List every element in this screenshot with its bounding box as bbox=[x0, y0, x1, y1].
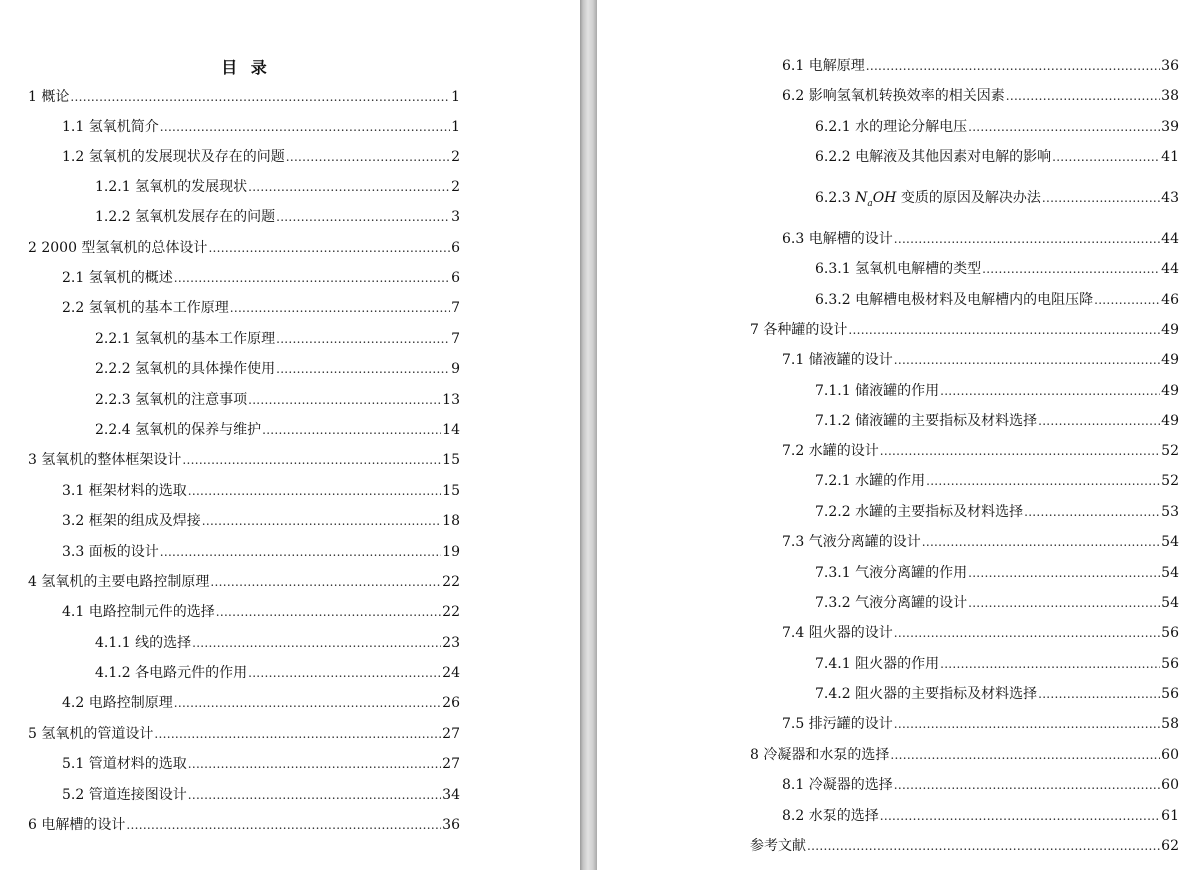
toc-entry-page: 56 bbox=[1161, 625, 1179, 641]
toc-leader-dots bbox=[1038, 411, 1160, 431]
toc-entry-label: 6.2.1 水的理论分解电压 bbox=[815, 119, 968, 135]
toc-entry-label bbox=[815, 188, 1041, 214]
toc-entry[interactable] bbox=[62, 602, 460, 622]
toc-entry-label: 4.1 电路控制元件的选择 bbox=[62, 604, 215, 620]
toc-entry-label: 2.2.1 氢氧机的基本工作原理 bbox=[95, 331, 276, 347]
toc-entry-label: 3.1 框架材料的选取 bbox=[62, 483, 187, 499]
page-gutter bbox=[580, 0, 597, 870]
toc-leader-dots bbox=[160, 117, 450, 137]
toc-entry-label: 7.3 气液分离罐的设计 bbox=[782, 534, 921, 550]
toc-entry-label: 2.2.2 氢氧机的具体操作使用 bbox=[95, 361, 276, 377]
toc-entry-label: 4 氢氧机的主要电路控制原理 bbox=[28, 574, 210, 590]
toc-leader-dots bbox=[894, 623, 1160, 643]
toc-entry-page: 2 bbox=[451, 149, 460, 165]
toc-entry-label: 7.2.2 水罐的主要指标及材料选择 bbox=[815, 504, 1024, 520]
toc-entry[interactable] bbox=[62, 298, 460, 318]
toc-entry[interactable] bbox=[782, 714, 1179, 734]
toc-entry-label: 6.3.2 电解槽电极材料及电解槽内的电阻压降 bbox=[815, 292, 1094, 308]
toc-leader-dots bbox=[968, 563, 1160, 583]
toc-leader-dots bbox=[160, 542, 441, 562]
toc-leader-dots bbox=[1024, 502, 1160, 522]
toc-leader-dots bbox=[276, 207, 450, 227]
formula-n: N bbox=[855, 190, 868, 206]
toc-entry[interactable] bbox=[62, 785, 460, 805]
toc-entry-label: 1.1 氢氧机简介 bbox=[62, 119, 159, 135]
toc-entry-page: 39 bbox=[1161, 119, 1179, 135]
toc-entry-page: 3 bbox=[451, 209, 460, 225]
toc-leader-dots bbox=[210, 572, 441, 592]
toc-entry-label: 8 冷凝器和水泵的选择 bbox=[750, 747, 890, 763]
toc-entry-page: 22 bbox=[442, 604, 460, 620]
toc-entry-label: 1.2.1 氢氧机的发展现状 bbox=[95, 179, 248, 195]
toc-leader-dots bbox=[174, 268, 450, 288]
toc-entry[interactable] bbox=[815, 411, 1179, 431]
toc-leader-dots bbox=[70, 87, 450, 107]
toc-entry[interactable] bbox=[28, 238, 460, 258]
toc-entry[interactable] bbox=[815, 381, 1179, 401]
toc-leader-dots bbox=[1094, 290, 1160, 310]
toc-entry-label: 2 2000 型氢氧机的总体设计 bbox=[28, 240, 208, 256]
toc-entry[interactable] bbox=[95, 177, 460, 197]
toc-entry[interactable] bbox=[62, 147, 460, 167]
toc-leader-dots bbox=[940, 654, 1160, 674]
toc-entry-page: 15 bbox=[442, 452, 460, 468]
toc-leader-dots bbox=[880, 441, 1160, 461]
toc-entry[interactable] bbox=[782, 229, 1179, 249]
toc-entry-page: 56 bbox=[1161, 656, 1179, 672]
toc-leader-dots bbox=[894, 229, 1160, 249]
toc-entry-label: 7.1 储液罐的设计 bbox=[782, 352, 893, 368]
toc-entry-label: 6.3 电解槽的设计 bbox=[782, 231, 893, 247]
toc-entry-page: 6 bbox=[451, 270, 460, 286]
toc-entry-label: 1.2.2 氢氧机发展存在的问题 bbox=[95, 209, 276, 225]
toc-entry-page: 49 bbox=[1161, 383, 1179, 399]
toc-entry[interactable] bbox=[750, 745, 1179, 765]
toc-leader-dots bbox=[276, 359, 450, 379]
toc-entry-page: 36 bbox=[442, 817, 460, 833]
toc-entry[interactable] bbox=[95, 663, 460, 683]
toc-entry-page: 7 bbox=[451, 300, 460, 316]
toc-entry-label: 7.1.2 储液罐的主要指标及材料选择 bbox=[815, 413, 1038, 429]
toc-entry[interactable] bbox=[782, 623, 1179, 643]
toc-entry-page: 54 bbox=[1161, 595, 1179, 611]
toc-leader-dots bbox=[940, 381, 1160, 401]
toc-entry-label: 7.2 水罐的设计 bbox=[782, 443, 879, 459]
toc-entry-label: 7.2.1 水罐的作用 bbox=[815, 473, 926, 489]
toc-entry-page: 2 bbox=[451, 179, 460, 195]
toc-entry[interactable] bbox=[62, 268, 460, 288]
toc-page-left bbox=[0, 0, 580, 870]
toc-leader-dots bbox=[982, 259, 1160, 279]
toc-entry-page: 24 bbox=[442, 665, 460, 681]
toc-leader-dots bbox=[174, 693, 441, 713]
toc-entry-label: 5.2 管道连接图设计 bbox=[62, 787, 187, 803]
toc-entry[interactable] bbox=[95, 420, 460, 440]
toc-entry[interactable] bbox=[815, 290, 1179, 310]
toc-leader-dots bbox=[894, 350, 1160, 370]
toc-entry-label: 8.1 冷凝器的选择 bbox=[782, 777, 893, 793]
toc-entry-page: 46 bbox=[1161, 292, 1179, 308]
toc-entry-label: 6 电解槽的设计 bbox=[28, 817, 126, 833]
toc-leader-dots bbox=[262, 420, 441, 440]
toc-entry-page: 61 bbox=[1161, 808, 1179, 824]
toc-entry-label: 2.1 氢氧机的概述 bbox=[62, 270, 173, 286]
toc-entry-page: 23 bbox=[442, 635, 460, 651]
toc-entry[interactable] bbox=[815, 654, 1179, 674]
toc-entry-page: 6 bbox=[451, 240, 460, 256]
toc-leader-dots bbox=[1042, 188, 1160, 208]
toc-entry-page: 49 bbox=[1161, 322, 1179, 338]
toc-entry-page: 34 bbox=[442, 787, 460, 803]
toc-entry[interactable] bbox=[95, 207, 460, 227]
toc-entry-label: 2.2.3 氢氧机的注意事项 bbox=[95, 392, 248, 408]
toc-entry-page: 18 bbox=[442, 513, 460, 529]
toc-entry[interactable] bbox=[62, 481, 460, 501]
toc-leader-dots bbox=[894, 714, 1160, 734]
toc-entry[interactable] bbox=[782, 532, 1179, 552]
toc-entry-page: 27 bbox=[442, 726, 460, 742]
toc-entry-page: 13 bbox=[442, 392, 460, 408]
toc-entry-page: 44 bbox=[1161, 261, 1179, 277]
toc-leader-dots bbox=[230, 298, 450, 318]
toc-entry-page: 15 bbox=[442, 483, 460, 499]
toc-entry-page: 58 bbox=[1161, 716, 1179, 732]
toc-leader-dots bbox=[922, 532, 1160, 552]
toc-entry-label: 1 概论 bbox=[28, 89, 70, 105]
toc-leader-dots bbox=[188, 481, 441, 501]
toc-entry-label: 7.4.2 阻火器的主要指标及材料选择 bbox=[815, 686, 1038, 702]
toc-entry-page: 60 bbox=[1161, 747, 1179, 763]
toc-entry[interactable] bbox=[815, 471, 1179, 491]
toc-entry[interactable] bbox=[815, 147, 1179, 167]
toc-leader-dots bbox=[1006, 86, 1160, 106]
toc-entry[interactable] bbox=[62, 511, 460, 531]
toc-entry[interactable] bbox=[782, 86, 1179, 106]
toc-entry-page: 52 bbox=[1161, 473, 1179, 489]
toc-leader-dots bbox=[926, 471, 1160, 491]
toc-leader-dots bbox=[188, 754, 441, 774]
toc-leader-dots bbox=[202, 511, 441, 531]
toc-entry[interactable] bbox=[782, 350, 1179, 370]
toc-leader-dots bbox=[1052, 147, 1160, 167]
toc-leader-dots bbox=[1038, 684, 1160, 704]
toc-entry[interactable] bbox=[750, 836, 1179, 856]
toc-entry-label: 7.4.1 阻火器的作用 bbox=[815, 656, 940, 672]
toc-entry-page: 56 bbox=[1161, 686, 1179, 702]
toc-entry[interactable] bbox=[62, 693, 460, 713]
toc-leader-dots bbox=[968, 593, 1160, 613]
toc-entry-page: 44 bbox=[1161, 231, 1179, 247]
toc-entry-page: 53 bbox=[1161, 504, 1179, 520]
toc-entry-page: 60 bbox=[1161, 777, 1179, 793]
toc-entry-page: 54 bbox=[1161, 534, 1179, 550]
toc-entry-page: 41 bbox=[1161, 149, 1179, 165]
toc-entry-label: 4.2 电路控制原理 bbox=[62, 695, 173, 711]
toc-entry[interactable] bbox=[28, 815, 460, 835]
toc-entry[interactable] bbox=[28, 450, 460, 470]
toc-entry-label: 7.3.1 气液分离罐的作用 bbox=[815, 565, 968, 581]
toc-entry-label: 6.2 影响氢氧机转换效率的相关因素 bbox=[782, 88, 1005, 104]
toc-entry[interactable] bbox=[95, 390, 460, 410]
toc-entry-label: 4.1.1 线的选择 bbox=[95, 635, 192, 651]
toc-entry[interactable] bbox=[782, 775, 1179, 795]
toc-entry-label: 1.2 氢氧机的发展现状及存在的问题 bbox=[62, 149, 285, 165]
toc-entry-page: 1 bbox=[451, 119, 460, 135]
toc-entry-label: 4.1.2 各电路元件的作用 bbox=[95, 665, 248, 681]
toc-entry[interactable] bbox=[815, 593, 1179, 613]
toc-entry-page: 19 bbox=[442, 544, 460, 560]
toc-entry[interactable] bbox=[815, 117, 1179, 137]
naoh-formula bbox=[855, 190, 897, 209]
toc-entry-label: 3.2 框架的组成及焊接 bbox=[62, 513, 201, 529]
toc-entry-label: 2.2 氢氧机的基本工作原理 bbox=[62, 300, 229, 316]
toc-leader-dots bbox=[848, 320, 1160, 340]
toc-entry-label: 5 氢氧机的管道设计 bbox=[28, 726, 154, 742]
toc-entry-page: 52 bbox=[1161, 443, 1179, 459]
toc-entry[interactable] bbox=[815, 563, 1179, 583]
toc-entry-label: 3 氢氧机的整体框架设计 bbox=[28, 452, 182, 468]
toc-entry-label: 7.4 阻火器的设计 bbox=[782, 625, 893, 641]
toc-leader-dots bbox=[216, 602, 441, 622]
toc-leader-dots bbox=[248, 177, 450, 197]
toc-entry[interactable] bbox=[815, 684, 1179, 704]
toc-entry-label: 7.3.2 气液分离罐的设计 bbox=[815, 595, 968, 611]
toc-leader-dots bbox=[894, 775, 1160, 795]
toc-entry-label: 参考文献 bbox=[750, 838, 806, 854]
toc-entry-label: 7.5 排污罐的设计 bbox=[782, 716, 893, 732]
toc-page-right bbox=[597, 0, 1194, 870]
toc-entry[interactable] bbox=[62, 542, 460, 562]
toc-entry[interactable] bbox=[782, 806, 1179, 826]
toc-entry-page: 54 bbox=[1161, 565, 1179, 581]
toc-leader-dots bbox=[192, 633, 441, 653]
toc-entry-page: 22 bbox=[442, 574, 460, 590]
toc-entry-label: 2.2.4 氢氧机的保养与维护 bbox=[95, 422, 262, 438]
toc-entry[interactable] bbox=[815, 188, 1179, 214]
toc-entry-label: 8.2 水泵的选择 bbox=[782, 808, 879, 824]
toc-entry-label: 6.1 电解原理 bbox=[782, 58, 865, 74]
toc-leader-dots bbox=[208, 238, 450, 258]
toc-entry[interactable] bbox=[95, 329, 460, 349]
toc-entry[interactable] bbox=[782, 441, 1179, 461]
formula-rest: OH bbox=[872, 190, 897, 206]
toc-leader-dots bbox=[807, 836, 1160, 856]
toc-entry-label: 5.1 管道材料的选取 bbox=[62, 756, 187, 772]
toc-entry-page: 27 bbox=[442, 756, 460, 772]
toc-leader-dots bbox=[182, 450, 441, 470]
toc-leader-dots bbox=[968, 117, 1160, 137]
toc-entry[interactable] bbox=[28, 724, 460, 744]
toc-entry-label: 7.1.1 储液罐的作用 bbox=[815, 383, 940, 399]
toc-entry-label: 6.2.2 电解液及其他因素对电解的影响 bbox=[815, 149, 1052, 165]
toc-entry-text: 变质的原因及解决办法 bbox=[900, 190, 1041, 206]
toc-leader-dots bbox=[154, 724, 441, 744]
toc-entry-page: 43 bbox=[1161, 190, 1179, 206]
toc-entry-page: 62 bbox=[1161, 838, 1179, 854]
toc-entry[interactable] bbox=[62, 117, 460, 137]
toc-entry-page: 49 bbox=[1161, 352, 1179, 368]
toc-entry[interactable] bbox=[95, 633, 460, 653]
toc-entry-page: 36 bbox=[1161, 58, 1179, 74]
toc-leader-dots bbox=[126, 815, 441, 835]
toc-entry-number: 6.2.3 bbox=[815, 190, 851, 206]
toc-leader-dots bbox=[188, 785, 441, 805]
toc-entry-label: 7 各种罐的设计 bbox=[750, 322, 848, 338]
toc-leader-dots bbox=[248, 390, 441, 410]
toc-title: 目 录 bbox=[221, 58, 271, 77]
toc-leader-dots bbox=[866, 56, 1160, 76]
toc-entry[interactable] bbox=[750, 320, 1179, 340]
toc-entry[interactable] bbox=[28, 572, 460, 592]
formula-sub: a bbox=[867, 198, 873, 209]
toc-entry-page: 9 bbox=[451, 361, 460, 377]
toc-leader-dots bbox=[890, 745, 1160, 765]
toc-entry-label: 3.3 面板的设计 bbox=[62, 544, 159, 560]
toc-entry[interactable] bbox=[815, 259, 1179, 279]
toc-entry-page: 1 bbox=[451, 89, 460, 105]
toc-entry-page: 38 bbox=[1161, 88, 1179, 104]
toc-entry-label: 6.3.1 氢氧机电解槽的类型 bbox=[815, 261, 982, 277]
toc-leader-dots bbox=[286, 147, 450, 167]
toc-entry[interactable] bbox=[62, 754, 460, 774]
toc-entry-page: 14 bbox=[442, 422, 460, 438]
toc-entry[interactable] bbox=[95, 359, 460, 379]
toc-entry-page: 26 bbox=[442, 695, 460, 711]
toc-leader-dots bbox=[880, 806, 1160, 826]
toc-entry-page: 7 bbox=[451, 331, 460, 347]
toc-entry[interactable] bbox=[815, 502, 1179, 522]
toc-leader-dots bbox=[248, 663, 441, 683]
toc-entry[interactable] bbox=[28, 87, 460, 107]
toc-entry[interactable] bbox=[782, 56, 1179, 76]
toc-leader-dots bbox=[276, 329, 450, 349]
toc-entry-page: 49 bbox=[1161, 413, 1179, 429]
